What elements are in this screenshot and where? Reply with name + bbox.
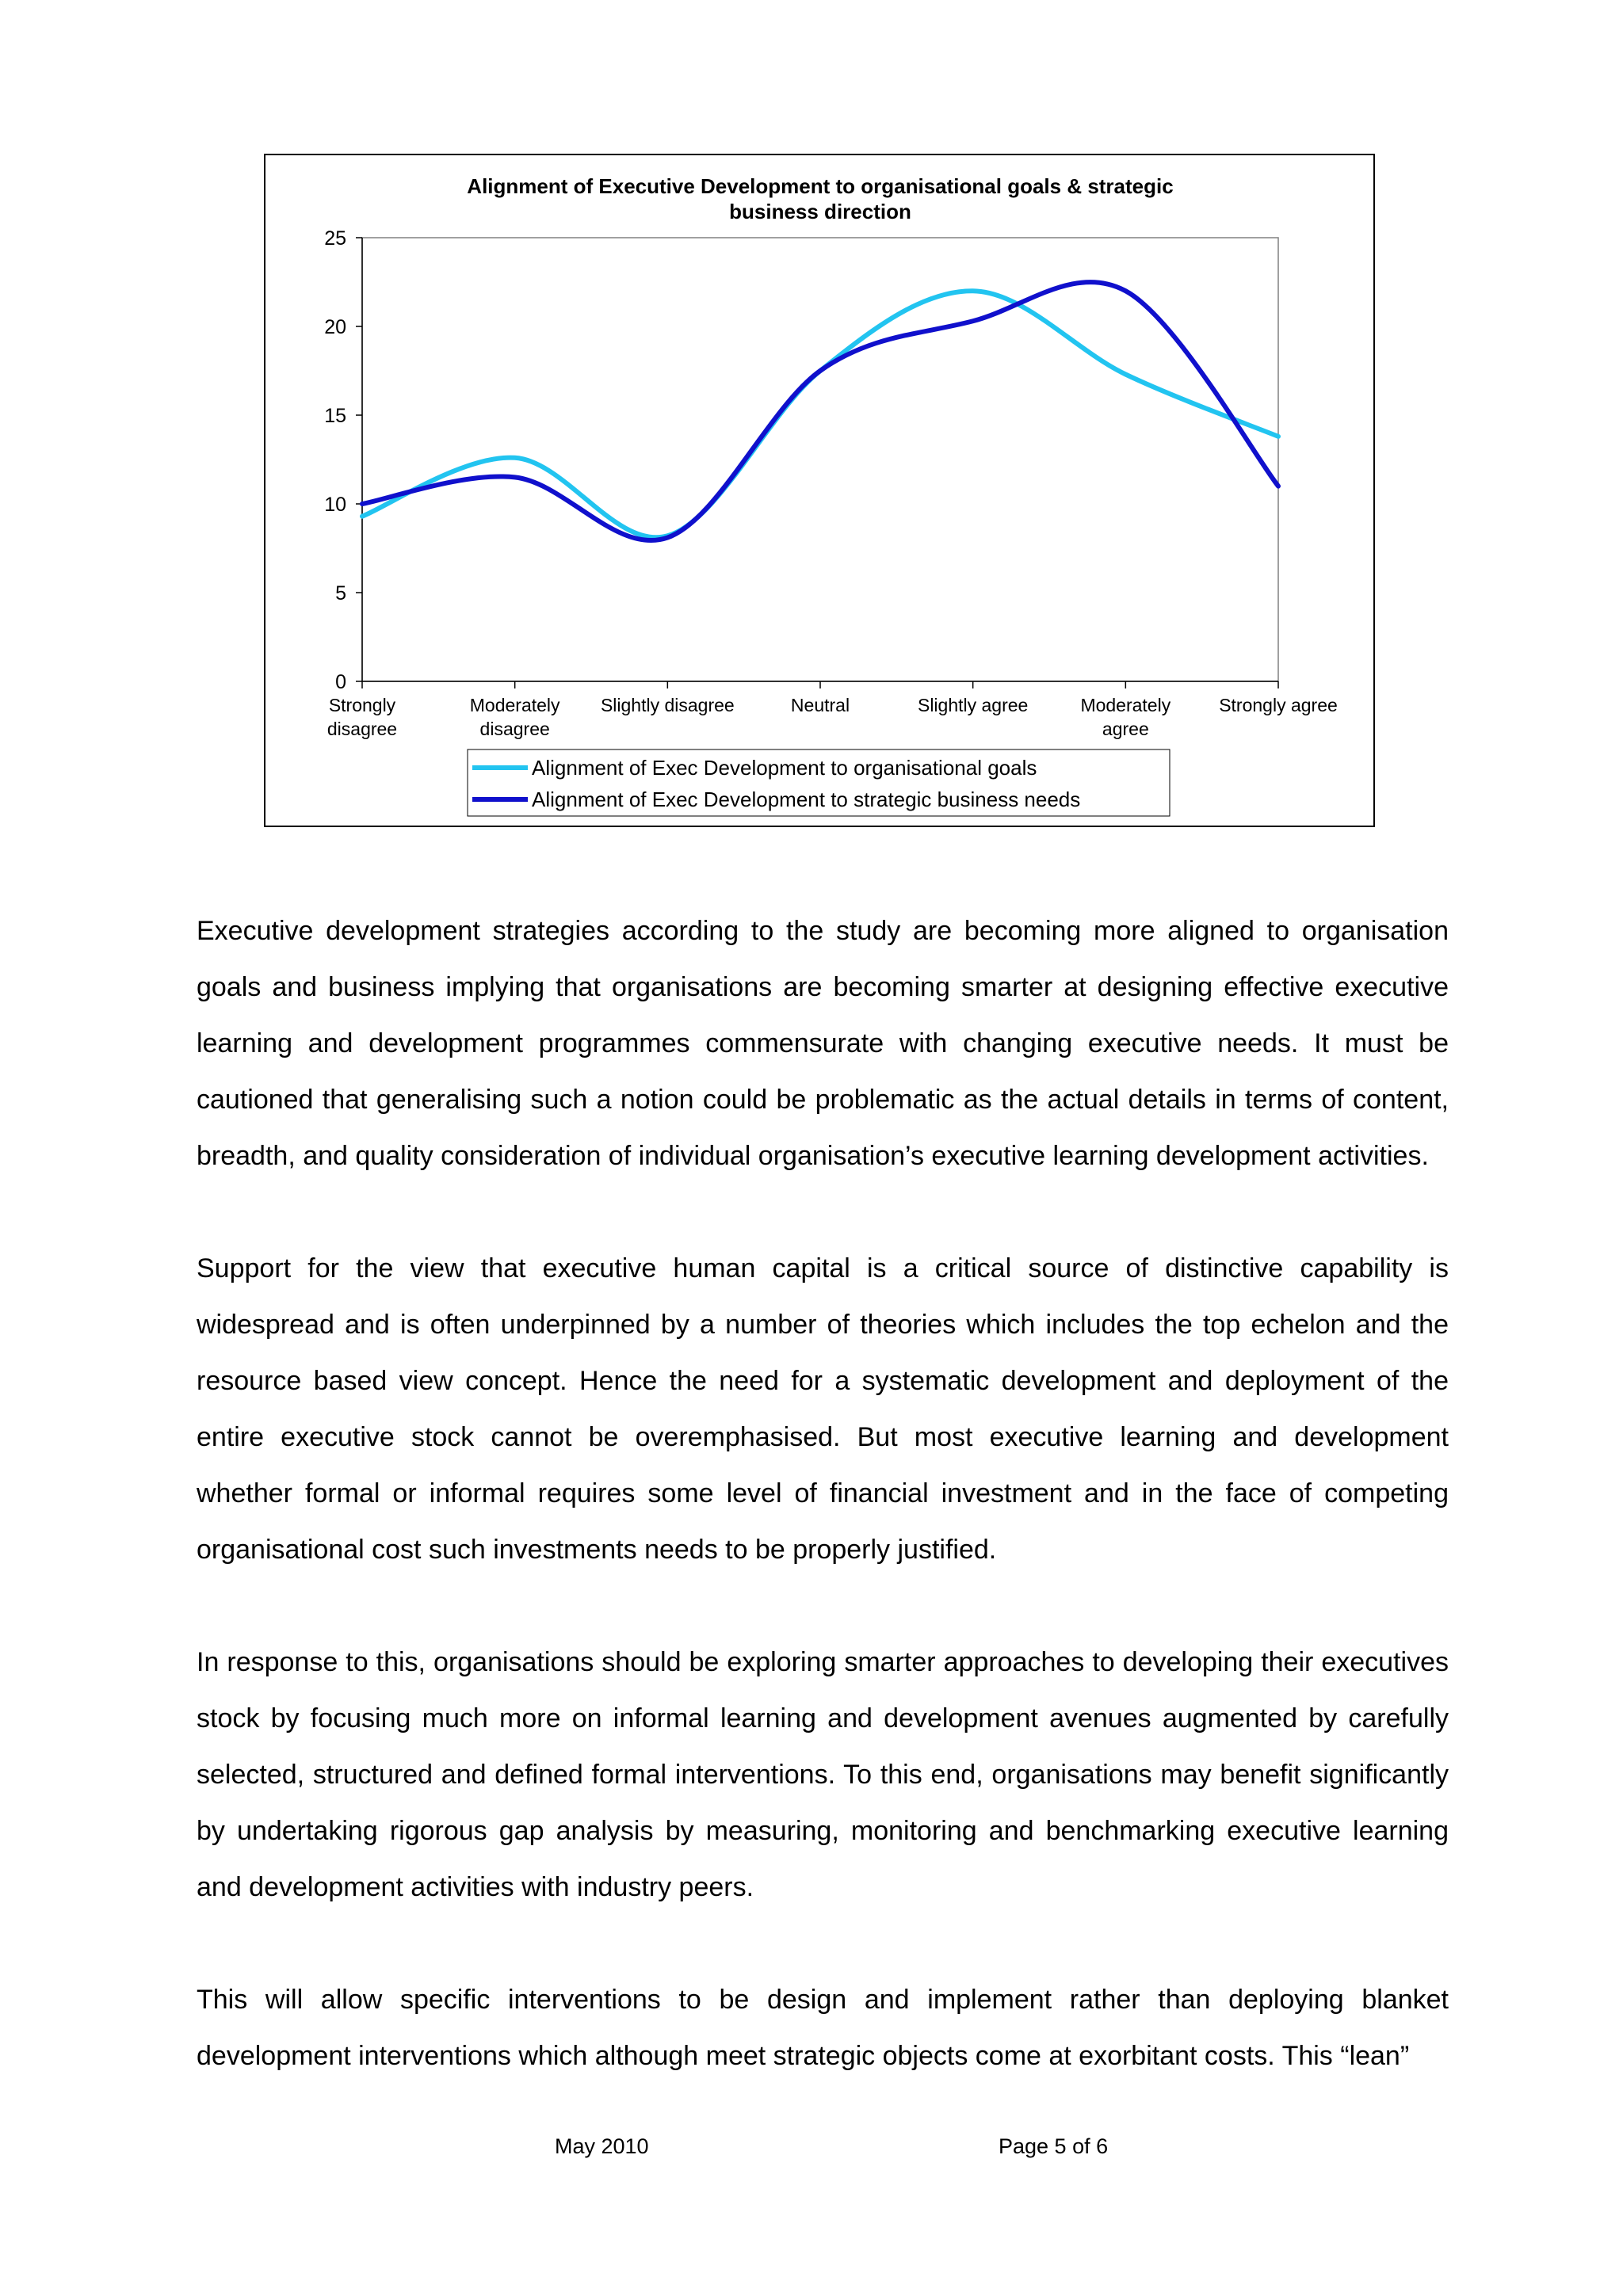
x-tick-label-line: Moderately [1080,695,1171,715]
x-tick-label [601,695,735,715]
body-text [197,903,1449,2141]
y-tick-label: 0 [335,671,346,693]
x-tick-label-line: Strongly [328,695,396,715]
y-tick-label: 10 [324,494,346,516]
legend-label: Alignment of Exec Development to strategic business needs [532,788,1081,811]
x-tick-label-line: disagree [327,719,398,739]
footer-page-number: Page 5 of 6 [999,2134,1109,2158]
chart-frame [264,154,1375,827]
x-tick-label [1080,695,1170,739]
series-line-1 [362,291,1278,537]
line-chart [265,155,1373,826]
x-tick-label [327,695,397,739]
x-tick-label [470,695,560,739]
chart-title-line: business direction [729,200,911,223]
y-tick-label: 15 [324,405,346,427]
x-tick-label-line: Slightly agree [917,695,1029,715]
series-line-2 [362,282,1278,540]
paragraph-2: Support for the view that executive human capital is a critical source of distinctive capability is widespread and is often underpinned by a number of theories which includes the top echelon and the resource based view concept. Hence the need for a systematic development and deployment of the entire executive stock cannot be overemphasised. But most executive learning and development whether formal or informal requires some level of financial investment and in the face of competing organisational cost such investments needs to be properly justified. [197,1253,1449,1565]
x-tick-label [918,695,1028,715]
paragraph-4: This will allow specific interventions to be design and implement rather than deploying blanket development interventions which although meet strategic objects come at exorbitant costs. This “lean” [197,1985,1449,2071]
x-tick-label [1219,695,1338,715]
x-tick-label-line: Neutral [790,695,850,715]
x-tick-label [791,695,850,715]
chart-title-line: Alignment of Executive Development to organisational goals & strategic [467,174,1174,198]
paragraph-1: Executive development strategies according to the study are becoming more aligned to organisation goals and business implying that organisations are becoming smarter at designing effective executive learning and development programmes commensurate with changing executive needs. It must be cautioned that generalising such a notion could be problematic as the actual details in terms of content, breadth, and quality consideration of individual organisation’s executive learning development activities. [197,916,1449,1171]
x-tick-label-line: disagree [479,719,550,739]
y-tick-label: 5 [335,582,346,605]
y-tick-label: 25 [324,227,346,250]
x-tick-label-line: agree [1102,719,1149,739]
x-tick-label-line: Moderately [469,695,560,715]
legend-label: Alignment of Exec Development to organisational goals [532,756,1037,780]
footer-date: May 2010 [555,2134,649,2158]
paragraph-3: In response to this, organisations should be exploring smarter approaches to developing their executives stock by focusing much more on informal learning and development avenues augmented by carefully selected, structured and defined formal interventions. To this end, organisations may benefit significantly by undertaking rigorous gap analysis by measuring, monitoring and benchmarking executive learning and development activities with industry peers. [197,1647,1449,1902]
x-tick-label-line: Strongly agree [1219,695,1338,715]
chart-title [467,174,1173,223]
x-tick-label-line: Slightly disagree [600,695,735,715]
y-tick-label: 20 [324,316,346,338]
